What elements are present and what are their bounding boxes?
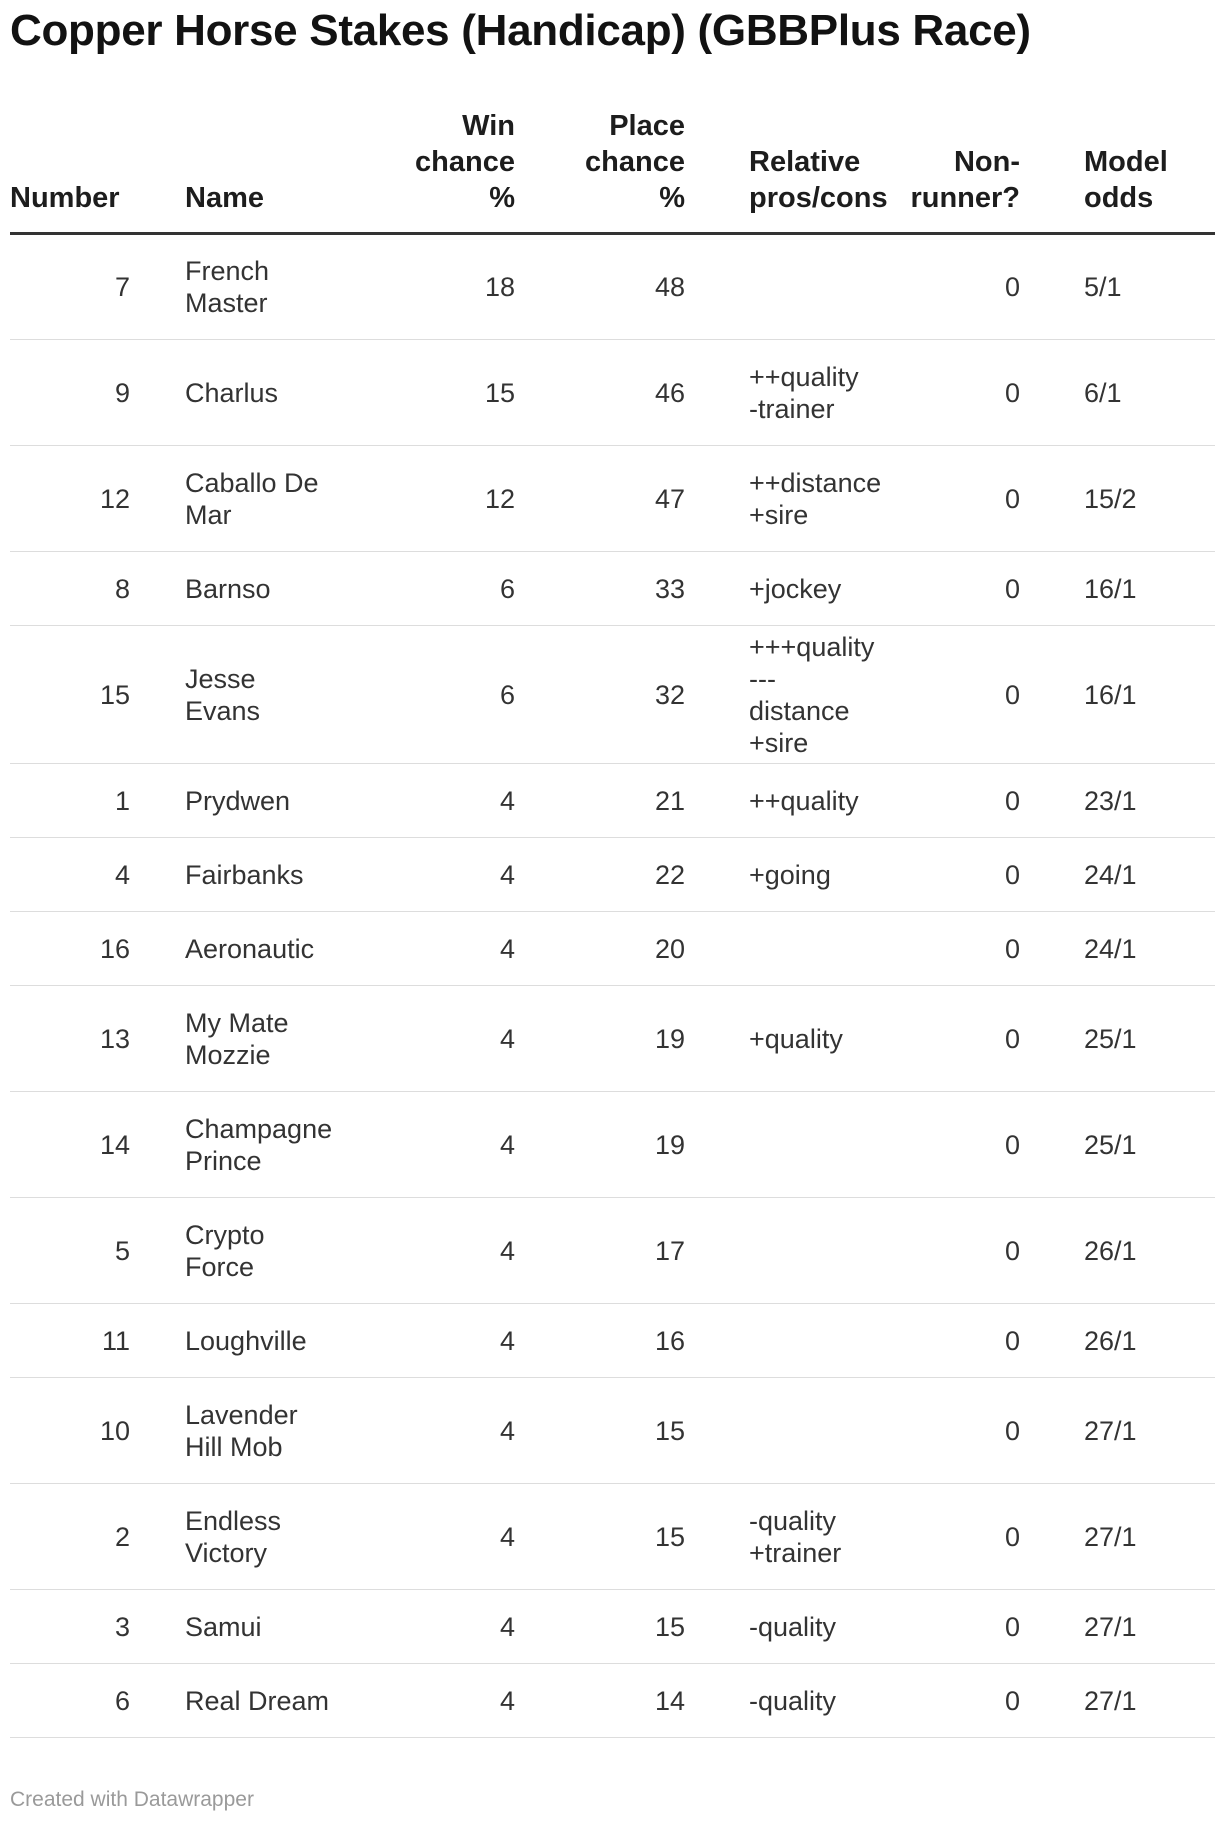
cell-non-runner: 0 <box>870 340 1020 446</box>
table-row <box>10 626 1215 764</box>
cell-place-chance: 22 <box>515 838 685 912</box>
cell-pros-cons <box>685 1378 870 1484</box>
cell-pros-cons: +quality <box>685 986 870 1092</box>
cell-non-runner: 0 <box>870 1304 1020 1378</box>
cell-place-chance: 46 <box>515 340 685 446</box>
cell-model-odds: 15/2 <box>1020 446 1215 552</box>
cell-model-odds: 24/1 <box>1020 912 1215 986</box>
cell-number: 15 <box>10 626 185 764</box>
cell-pros-cons: ++quality -trainer <box>685 340 870 446</box>
cell-non-runner: 0 <box>870 764 1020 838</box>
cell-place-chance: 16 <box>515 1304 685 1378</box>
cell-name: Charlus <box>185 340 360 446</box>
cell-pros-cons <box>685 912 870 986</box>
cell-place-chance: 14 <box>515 1664 685 1738</box>
cell-win-chance: 12 <box>360 446 515 552</box>
cell-place-chance: 20 <box>515 912 685 986</box>
table-row <box>10 446 1215 552</box>
cell-pros-cons: +jockey <box>685 552 870 626</box>
cell-non-runner: 0 <box>870 626 1020 764</box>
cell-place-chance: 15 <box>515 1378 685 1484</box>
cell-name: Fairbanks <box>185 838 360 912</box>
table-row <box>10 1378 1215 1484</box>
cell-pros-cons <box>685 1092 870 1198</box>
column-header-pros-cons[interactable]: Relative pros/cons <box>685 108 870 234</box>
column-header-win-chance[interactable]: Win chance % <box>360 108 515 234</box>
cell-non-runner: 0 <box>870 1590 1020 1664</box>
cell-model-odds: 27/1 <box>1020 1484 1215 1590</box>
cell-number: 1 <box>10 764 185 838</box>
column-header-number[interactable]: Number <box>10 108 185 234</box>
cell-non-runner: 0 <box>870 446 1020 552</box>
table-row <box>10 234 1215 340</box>
table-row <box>10 986 1215 1092</box>
cell-number: 6 <box>10 1664 185 1738</box>
cell-number: 2 <box>10 1484 185 1590</box>
race-table <box>10 108 1215 1738</box>
cell-win-chance: 4 <box>360 1092 515 1198</box>
cell-place-chance: 17 <box>515 1198 685 1304</box>
column-header-name[interactable]: Name <box>185 108 360 234</box>
table-row <box>10 1590 1215 1664</box>
table-row <box>10 838 1215 912</box>
column-header-non-runner[interactable]: Non- runner? <box>870 108 1020 234</box>
cell-place-chance: 48 <box>515 234 685 340</box>
cell-model-odds: 16/1 <box>1020 626 1215 764</box>
cell-win-chance: 4 <box>360 912 515 986</box>
cell-non-runner: 0 <box>870 1092 1020 1198</box>
cell-non-runner: 0 <box>870 552 1020 626</box>
cell-pros-cons: ++distance +sire <box>685 446 870 552</box>
cell-model-odds: 27/1 <box>1020 1590 1215 1664</box>
cell-win-chance: 4 <box>360 1198 515 1304</box>
cell-model-odds: 5/1 <box>1020 234 1215 340</box>
cell-name: Loughville <box>185 1304 360 1378</box>
table-row <box>10 1664 1215 1738</box>
cell-number: 16 <box>10 912 185 986</box>
cell-name: Champagne Prince <box>185 1092 360 1198</box>
cell-name: Aeronautic <box>185 912 360 986</box>
cell-model-odds: 24/1 <box>1020 838 1215 912</box>
cell-name: Samui <box>185 1590 360 1664</box>
cell-win-chance: 4 <box>360 1304 515 1378</box>
cell-number: 4 <box>10 838 185 912</box>
table-row <box>10 552 1215 626</box>
cell-model-odds: 27/1 <box>1020 1378 1215 1484</box>
cell-number: 5 <box>10 1198 185 1304</box>
cell-number: 12 <box>10 446 185 552</box>
cell-place-chance: 19 <box>515 1092 685 1198</box>
cell-place-chance: 15 <box>515 1484 685 1590</box>
table-body <box>10 234 1215 1738</box>
cell-pros-cons <box>685 1198 870 1304</box>
cell-pros-cons: +++quality ---distance +sire <box>685 626 870 764</box>
cell-place-chance: 32 <box>515 626 685 764</box>
cell-model-odds: 25/1 <box>1020 1092 1215 1198</box>
cell-name: Barnso <box>185 552 360 626</box>
cell-number: 14 <box>10 1092 185 1198</box>
cell-name: Caballo De Mar <box>185 446 360 552</box>
cell-non-runner: 0 <box>870 1664 1020 1738</box>
column-header-model-odds[interactable]: Model odds <box>1020 108 1215 234</box>
cell-number: 3 <box>10 1590 185 1664</box>
cell-name: Crypto Force <box>185 1198 360 1304</box>
cell-number: 7 <box>10 234 185 340</box>
cell-win-chance: 15 <box>360 340 515 446</box>
cell-non-runner: 0 <box>870 1484 1020 1590</box>
cell-number: 13 <box>10 986 185 1092</box>
cell-number: 8 <box>10 552 185 626</box>
cell-win-chance: 4 <box>360 838 515 912</box>
cell-pros-cons: +going <box>685 838 870 912</box>
cell-place-chance: 19 <box>515 986 685 1092</box>
cell-name: Jesse Evans <box>185 626 360 764</box>
column-header-place-chance[interactable]: Place chance % <box>515 108 685 234</box>
cell-model-odds: 26/1 <box>1020 1304 1215 1378</box>
page-title: Copper Horse Stakes (Handicap) (GBBPlus Race) <box>10 6 1031 55</box>
cell-pros-cons: -quality <box>685 1664 870 1738</box>
cell-model-odds: 27/1 <box>1020 1664 1215 1738</box>
cell-pros-cons: -quality <box>685 1590 870 1664</box>
table-row <box>10 1484 1215 1590</box>
cell-model-odds: 26/1 <box>1020 1198 1215 1304</box>
header-row <box>10 108 1215 234</box>
cell-win-chance: 4 <box>360 986 515 1092</box>
cell-win-chance: 4 <box>360 1590 515 1664</box>
cell-place-chance: 47 <box>515 446 685 552</box>
cell-win-chance: 4 <box>360 1664 515 1738</box>
cell-name: French Master <box>185 234 360 340</box>
cell-name: Real Dream <box>185 1664 360 1738</box>
cell-win-chance: 4 <box>360 1378 515 1484</box>
cell-place-chance: 33 <box>515 552 685 626</box>
cell-pros-cons <box>685 1304 870 1378</box>
cell-model-odds: 16/1 <box>1020 552 1215 626</box>
table-row <box>10 912 1215 986</box>
cell-number: 10 <box>10 1378 185 1484</box>
footer-credit: Created with Datawrapper <box>10 1788 254 1811</box>
cell-model-odds: 6/1 <box>1020 340 1215 446</box>
cell-win-chance: 6 <box>360 552 515 626</box>
cell-name: Lavender Hill Mob <box>185 1378 360 1484</box>
cell-win-chance: 18 <box>360 234 515 340</box>
table-row <box>10 1092 1215 1198</box>
table-row <box>10 764 1215 838</box>
cell-win-chance: 6 <box>360 626 515 764</box>
cell-number: 9 <box>10 340 185 446</box>
cell-win-chance: 4 <box>360 764 515 838</box>
cell-non-runner: 0 <box>870 912 1020 986</box>
cell-model-odds: 25/1 <box>1020 986 1215 1092</box>
table-row <box>10 1304 1215 1378</box>
table-row <box>10 340 1215 446</box>
cell-name: Prydwen <box>185 764 360 838</box>
cell-pros-cons <box>685 234 870 340</box>
cell-place-chance: 15 <box>515 1590 685 1664</box>
cell-win-chance: 4 <box>360 1484 515 1590</box>
cell-name: Endless Victory <box>185 1484 360 1590</box>
cell-non-runner: 0 <box>870 1198 1020 1304</box>
cell-model-odds: 23/1 <box>1020 764 1215 838</box>
cell-place-chance: 21 <box>515 764 685 838</box>
cell-number: 11 <box>10 1304 185 1378</box>
cell-non-runner: 0 <box>870 1378 1020 1484</box>
cell-pros-cons: -quality +trainer <box>685 1484 870 1590</box>
cell-non-runner: 0 <box>870 234 1020 340</box>
table-row <box>10 1198 1215 1304</box>
cell-non-runner: 0 <box>870 838 1020 912</box>
cell-name: My Mate Mozzie <box>185 986 360 1092</box>
cell-non-runner: 0 <box>870 986 1020 1092</box>
cell-pros-cons: ++quality <box>685 764 870 838</box>
